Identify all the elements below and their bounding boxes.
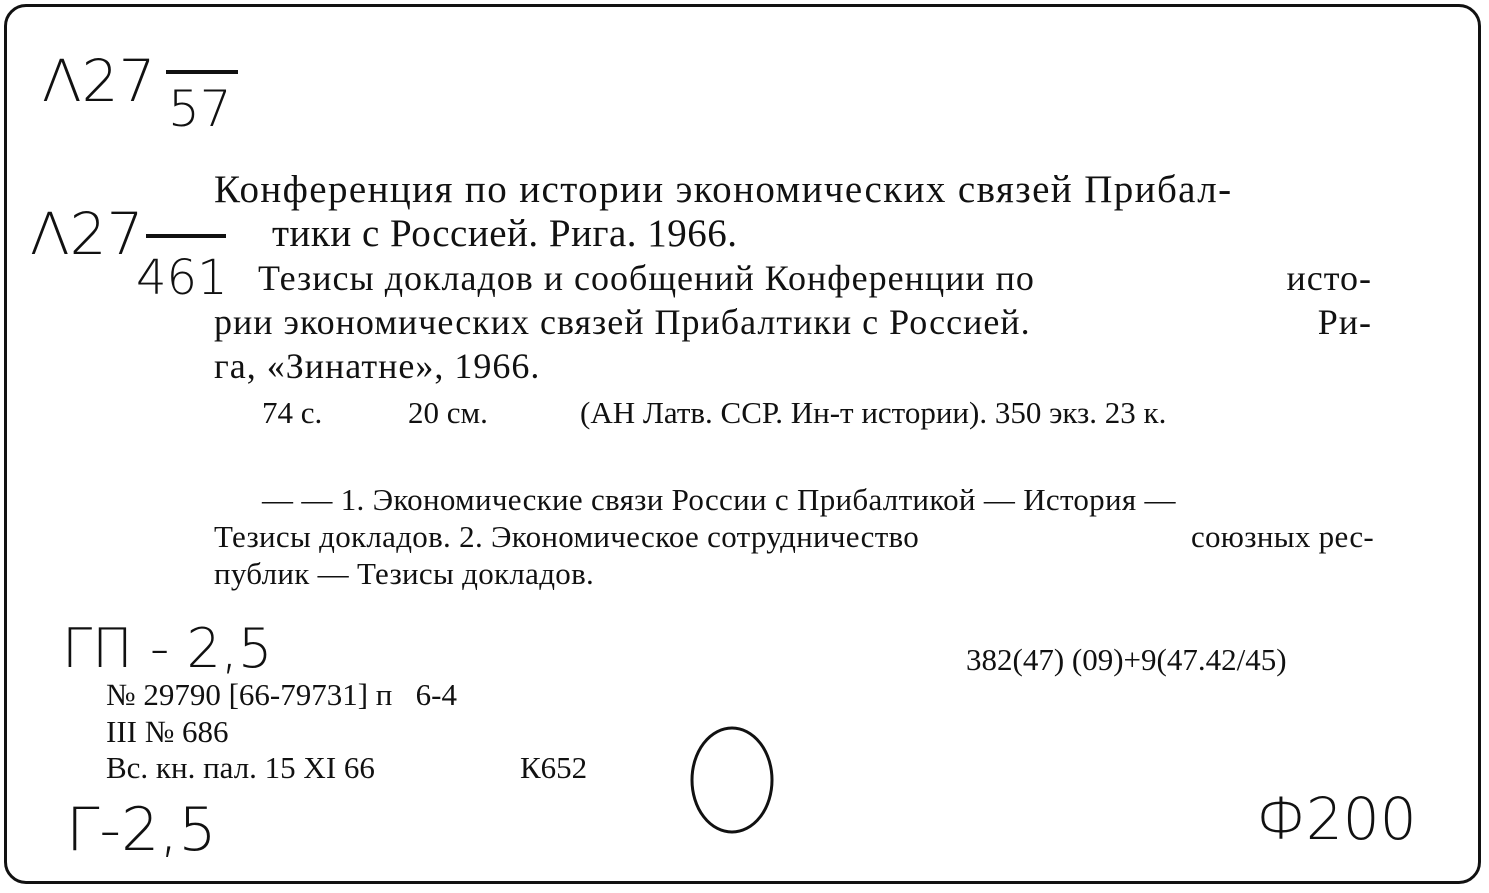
shelf-mark-top-denominator: 57 [168,80,232,138]
body-line-1-main: Тезисы докладов и сообщений Конференции по [258,258,1035,298]
subject-line-1: — — 1. Экономические связи России с Прибалтикой — История — [262,482,1176,517]
heading-line-1: Конференция по истории экономических связей Прибал- [214,168,1233,211]
fraction-bar-mid [146,234,226,238]
subject-line-2-end: союзных рес- [1190,519,1374,554]
subject-line-2 [214,521,1374,552]
imprint-line-1: № 29790 [66-79731] п 6-4 [106,677,457,712]
body-line-2-main: рии экономических связей Прибалтики с Россией. [214,302,1031,342]
fraction-bar-top [166,70,238,74]
subject-line-3: публик — Тезисы докладов. [214,556,595,591]
shelf-mark-mid: Λ27 [30,200,144,268]
body-line-1 [258,260,1372,296]
collation-size: 20 см. [408,395,488,430]
handwritten-f: Ф200 [1256,785,1417,853]
subject-line-2-main: Тезисы докладов. 2. Экономическое сотрудничество [214,519,920,554]
collation-series: (АН Латв. ССР. Ин-т истории). 350 экз. 23 к. [580,395,1167,430]
body-line-1-end: исто- [1286,258,1372,298]
imprint-line-3: Вс. кн. пал. 15 XI 66 [106,750,375,785]
heading-line-2: тики с Россией. Рига. 1966. [272,212,738,255]
handwritten-g: Г-2,5 [66,795,217,865]
imprint-line-2: III № 686 [106,714,229,749]
body-line-3: га, «Зинатне», 1966. [214,346,541,386]
body-line-2-end: Ри- [1317,302,1372,342]
handwritten-gp: ГП - 2,5 [62,617,273,680]
imprint-line-3-code: К652 [520,750,588,785]
shelf-mark-top: Λ27 [42,47,156,115]
punch-hole [684,720,784,840]
collation-pages: 74 с. [262,395,323,430]
classification-code: 382(47) (09)+9(47.42/45) [966,642,1287,677]
body-line-2 [214,304,1372,340]
shelf-mark-mid-denominator: 461 [136,250,228,306]
